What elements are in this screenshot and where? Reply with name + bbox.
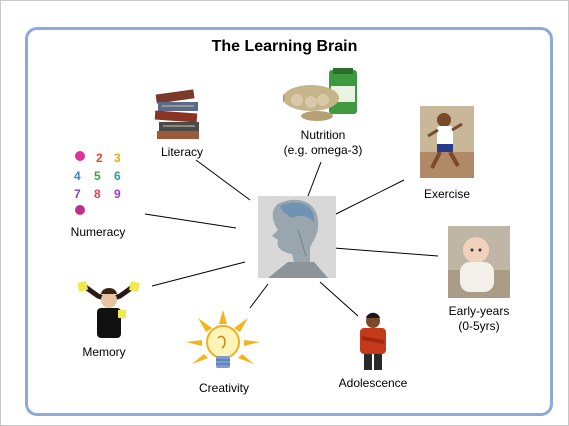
svg-text:7: 7 [74, 187, 81, 201]
connector-memory [152, 262, 245, 286]
node-early-years-title: Early-years [448, 304, 510, 318]
node-nutrition-subtitle: (e.g. omega-3) [283, 143, 363, 157]
node-adolescence-label: Adolescence [338, 376, 408, 390]
sticky-notes-person-icon [74, 280, 144, 338]
fish-and-supplements-icon [283, 68, 361, 124]
node-memory-label: Memory [82, 345, 126, 359]
connector-literacy [196, 160, 250, 200]
connector-exercise [332, 180, 404, 216]
running-child-icon [420, 106, 474, 178]
node-literacy-label: Literacy [160, 145, 204, 159]
connector-numeracy [145, 214, 236, 228]
svg-text:3: 3 [114, 151, 121, 165]
node-exercise-label: Exercise [423, 187, 470, 201]
svg-text:5: 5 [94, 169, 101, 183]
connector-adolescence [320, 282, 358, 316]
connector-nutrition [308, 162, 321, 196]
baby-icon [448, 226, 510, 298]
node-creativity-label: Creativity [198, 381, 249, 395]
node-early-years-label [438, 304, 520, 334]
svg-text:4: 4 [74, 169, 81, 183]
svg-text:2: 2 [96, 151, 103, 165]
node-numeracy-label: Numeracy [70, 225, 126, 239]
svg-text:8: 8 [94, 187, 101, 201]
connector-early-years [334, 248, 438, 256]
teenager-icon [354, 312, 392, 370]
node-early-years-subtitle: (0-5yrs) [458, 319, 500, 333]
svg-text:9: 9 [114, 187, 121, 201]
books-icon [152, 88, 204, 140]
diagram-title: The Learning Brain [211, 38, 358, 55]
numbers-icon [72, 148, 130, 216]
node-nutrition-label [262, 128, 384, 158]
svg-text:6: 6 [114, 169, 121, 183]
connector-creativity [250, 284, 268, 308]
light-bulb-icon [186, 310, 260, 376]
human-head-brain-icon [258, 196, 336, 278]
node-nutrition-title: Nutrition [300, 128, 346, 142]
